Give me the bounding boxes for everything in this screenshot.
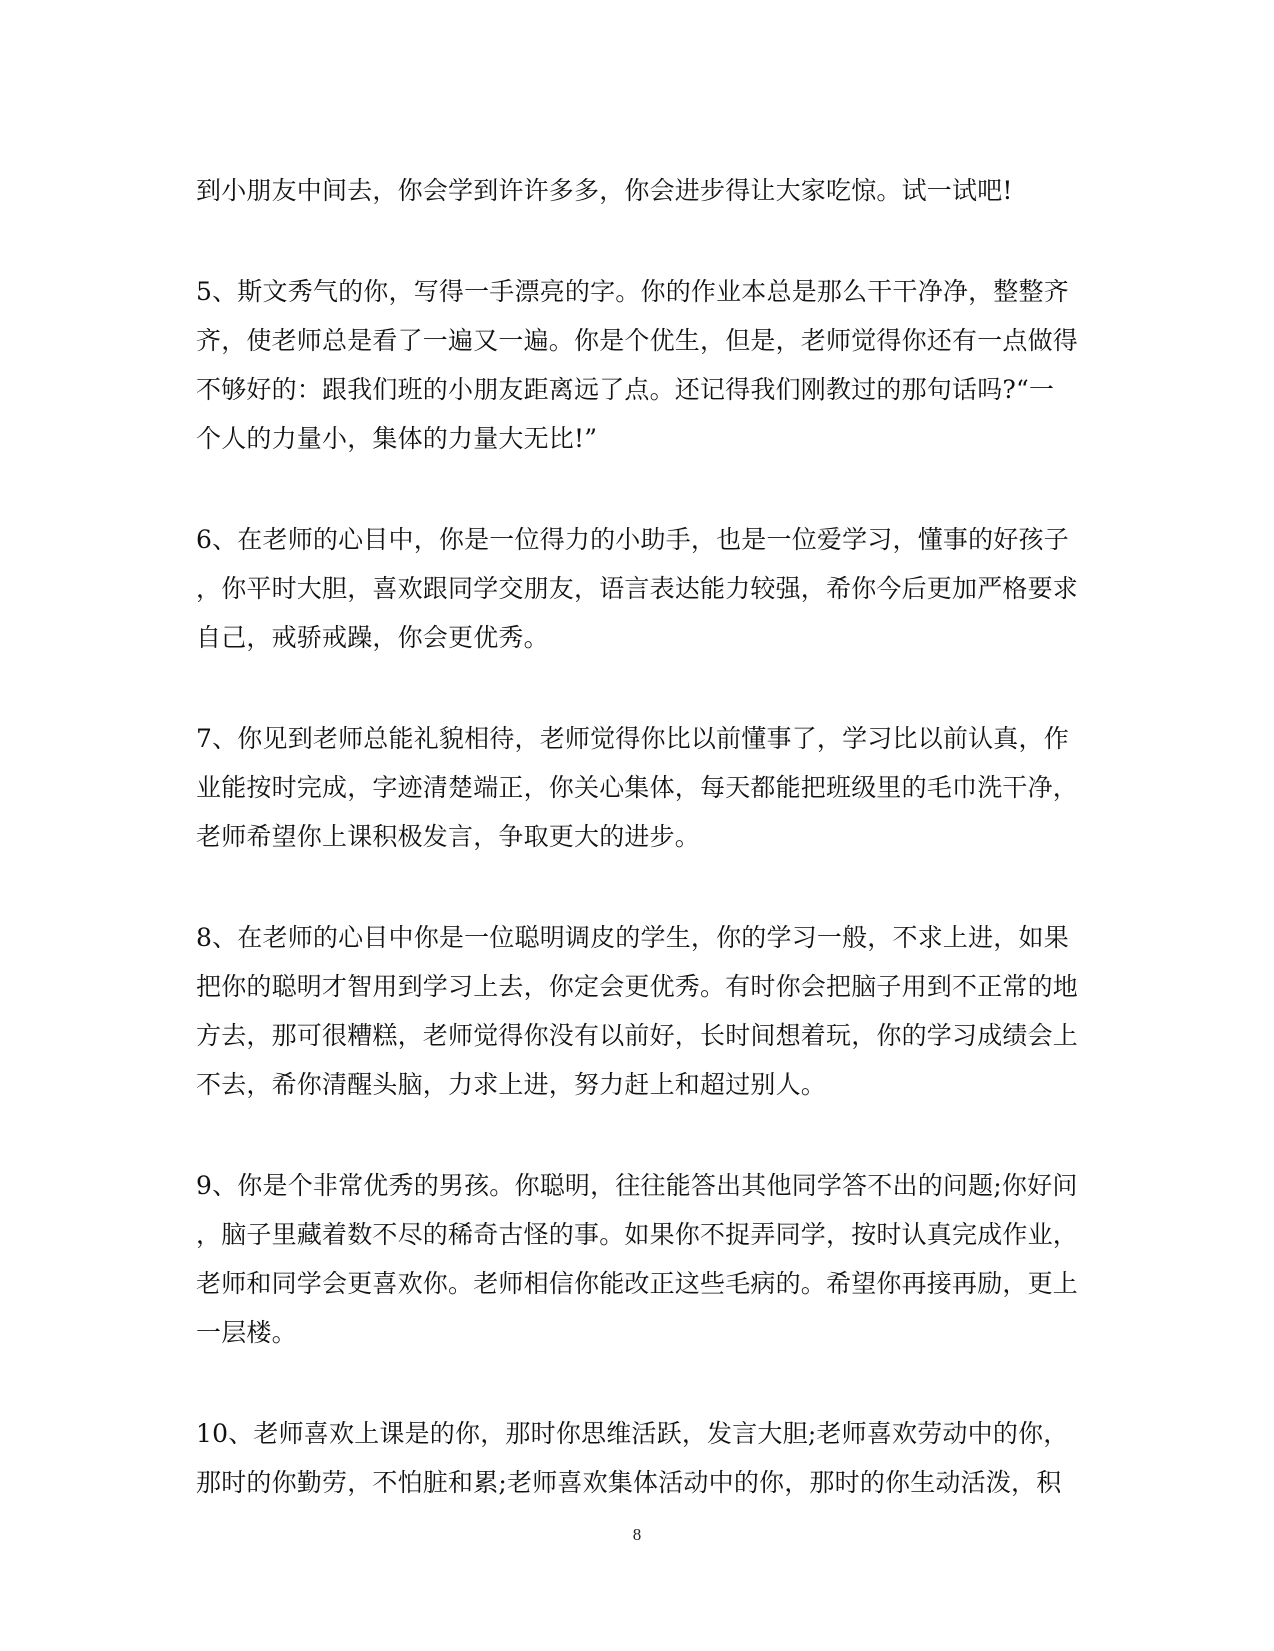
paragraph-item-9 bbox=[196, 1161, 1079, 1357]
paragraph-item-10 bbox=[196, 1409, 1076, 1507]
text-line: 到小朋友中间去，你会学到许许多多，你会进步得让大家吃惊。试一试吧! bbox=[196, 176, 1013, 205]
paragraph-continuation bbox=[196, 166, 1076, 215]
text-line: 7、你见到老师总能礼貌相待，老师觉得你比以前懂事了，学习比以前认真，作 bbox=[196, 724, 1069, 753]
text-line: 个人的力量小，集体的力量大无比!” bbox=[196, 424, 598, 453]
text-line: 不够好的：跟我们班的小朋友距离远了点。还记得我们刚教过的那句话吗?“一 bbox=[196, 375, 1055, 404]
text-line: ，你平时大胆，喜欢跟同学交朋友，语言表达能力较强，希你今后更加严格要求 bbox=[196, 574, 1079, 603]
document-body bbox=[196, 166, 1079, 1559]
text-line: 6、在老师的心目中，你是一位得力的小助手，也是一位爱学习，懂事的好孩子 bbox=[196, 525, 1069, 554]
text-line: ，脑子里藏着数不尽的稀奇古怪的事。如果你不捉弄同学，按时认真完成作业， bbox=[196, 1220, 1079, 1249]
text-line: 一层楼。 bbox=[196, 1318, 297, 1347]
text-line: 方去，那可很糟糕，老师觉得你没有以前好，长时间想着玩，你的学习成绩会上 bbox=[196, 1021, 1079, 1050]
text-line: 那时的你勤劳，不怕脏和累;老师喜欢集体活动中的你，那时的你生动活泼，积 bbox=[196, 1468, 1062, 1497]
text-line: 老师希望你上课积极发言，争取更大的进步。 bbox=[196, 822, 701, 851]
text-line: 9、你是个非常优秀的男孩。你聪明，往往能答出其他同学答不出的问题;你好问 bbox=[196, 1171, 1078, 1200]
text-line: 不去，希你清醒头脑，力求上进，努力赶上和超过别人。 bbox=[196, 1070, 827, 1099]
text-line: 业能按时完成，字迹清楚端正，你关心集体，每天都能把班级里的毛巾洗干净， bbox=[196, 773, 1079, 802]
text-line: 5、斯文秀气的你，写得一手漂亮的字。你的作业本总是那么干干净净，整整齐 bbox=[196, 277, 1069, 306]
paragraph-item-5 bbox=[196, 267, 1079, 463]
text-line: 老师和同学会更喜欢你。老师相信你能改正这些毛病的。希望你再接再励，更上 bbox=[196, 1269, 1079, 1298]
text-line: 把你的聪明才智用到学习上去，你定会更优秀。有时你会把脑子用到不正常的地 bbox=[196, 972, 1079, 1001]
paragraph-item-7 bbox=[196, 714, 1079, 861]
text-line: 自己，戒骄戒躁，你会更优秀。 bbox=[196, 623, 549, 652]
paragraph-item-8 bbox=[196, 913, 1079, 1109]
paragraph-item-6 bbox=[196, 515, 1079, 662]
text-line: 10、老师喜欢上课是的你，那时你思维活跃，发言大胆;老师喜欢劳动中的你， bbox=[196, 1419, 1069, 1448]
page-number: 8 bbox=[632, 1525, 642, 1544]
text-line: 齐，使老师总是看了一遍又一遍。你是个优生，但是，老师觉得你还有一点做得 bbox=[196, 326, 1079, 355]
text-line: 8、在老师的心目中你是一位聪明调皮的学生，你的学习一般，不求上进，如果 bbox=[196, 923, 1069, 952]
